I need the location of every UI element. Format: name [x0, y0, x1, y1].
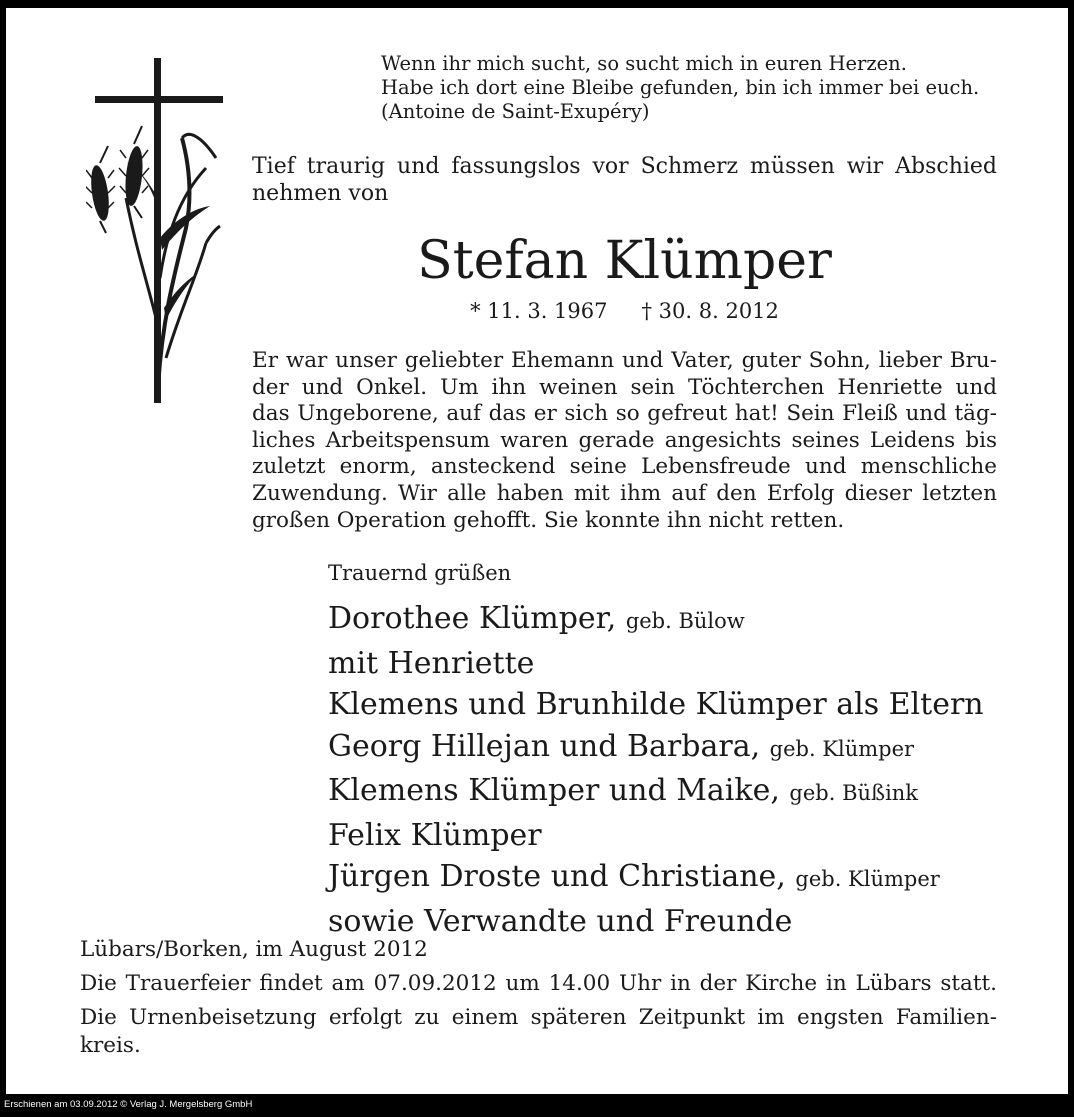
eulogy-line: zuletzt enorm, ansteckend seine Lebensfreude und menschliche — [252, 454, 997, 480]
deceased-name: Stefan Klümper — [417, 231, 832, 291]
mourner-entry: Klemens Klümper und Maike, geb. Büßink — [328, 773, 919, 808]
mourner-entry: Dorothee Klümper, geb. Bülow — [328, 601, 745, 636]
mourner-entry: mit Henriette — [328, 645, 535, 681]
greeting: Trauernd grüßen — [328, 561, 512, 585]
mourner-entry: Jürgen Droste und Christiane, geb. Klümper — [328, 859, 940, 894]
maiden-name: geb. Bülow — [625, 609, 745, 633]
mourner-entry: Georg Hillejan und Barbara, geb. Klümper — [328, 728, 915, 764]
eulogy-line: Er war unser geliebter Ehemann und Vater, guter Sohn, lieber Bru- — [252, 348, 997, 373]
place-date: Lübars/Borken, im August 2012 — [80, 937, 428, 962]
maiden-name: geb. Büßink — [789, 781, 919, 805]
cross-with-wheat-icon — [86, 58, 236, 408]
mourner-entry: sowie Verwandte und Freunde — [328, 903, 793, 939]
eulogy-line: das Ungeborene, auf das er sich so gefreut hat! Sein Fleiß und täg- — [252, 401, 997, 427]
birth-date: * 11. 3. 1967 — [470, 299, 608, 323]
death-date: † 30. 8. 2012 — [641, 299, 779, 323]
publication-credit: Erschienen am 03.09.2012 © Verlag J. Mergelsberg GmbH — [4, 1099, 253, 1110]
mourner-entry: Klemens und Brunhilde Klümper als Eltern — [328, 687, 984, 722]
eulogy-line: liches Arbeitspensum waren gerade angesichts seines Leidens bis — [252, 427, 997, 453]
ceremony-info: Die Trauerfeier findet am 07.09.2012 um 14.00 Uhr in der Kirche in Lübars statt. — [80, 971, 997, 996]
maiden-name: geb. Klümper — [769, 736, 915, 761]
eulogy-line: der und Onkel. Um ihn weinen sein Töchterchen Henriette und — [252, 374, 997, 400]
footer-block — [80, 936, 997, 1060]
maiden-name: geb. Klümper — [795, 867, 940, 891]
burial-info: Die Urnenbeisetzung erfolgt zu einem späteren Zeitpunkt im engsten Familien- — [80, 1005, 997, 1030]
mourners-list — [328, 598, 984, 942]
eulogy-line: großen Operation gehofft. Sie konnte ihn nicht retten. — [252, 507, 845, 533]
life-dates — [252, 298, 997, 324]
burial-info-continued: kreis. — [80, 1033, 141, 1058]
eulogy-line: Zuwendung. Wir alle haben mit ihm auf den Erfolg dieser letzten — [252, 480, 997, 506]
quote-block — [381, 52, 979, 124]
eulogy-text — [252, 348, 997, 534]
quote-attribution: (Antoine de Saint-Exupéry) — [381, 100, 650, 123]
quote-line: Wenn ihr mich sucht, so sucht mich in euren Herzen. — [381, 52, 907, 75]
intro-text: Tief traurig und fassungslos vor Schmerz müssen wir Abschied nehmen von — [252, 154, 997, 206]
obituary-notice — [6, 8, 1068, 1094]
mourner-entry: Felix Klümper — [328, 817, 542, 853]
quote-line: Habe ich dort eine Bleibe gefunden, bin ich immer bei euch. — [381, 76, 980, 99]
